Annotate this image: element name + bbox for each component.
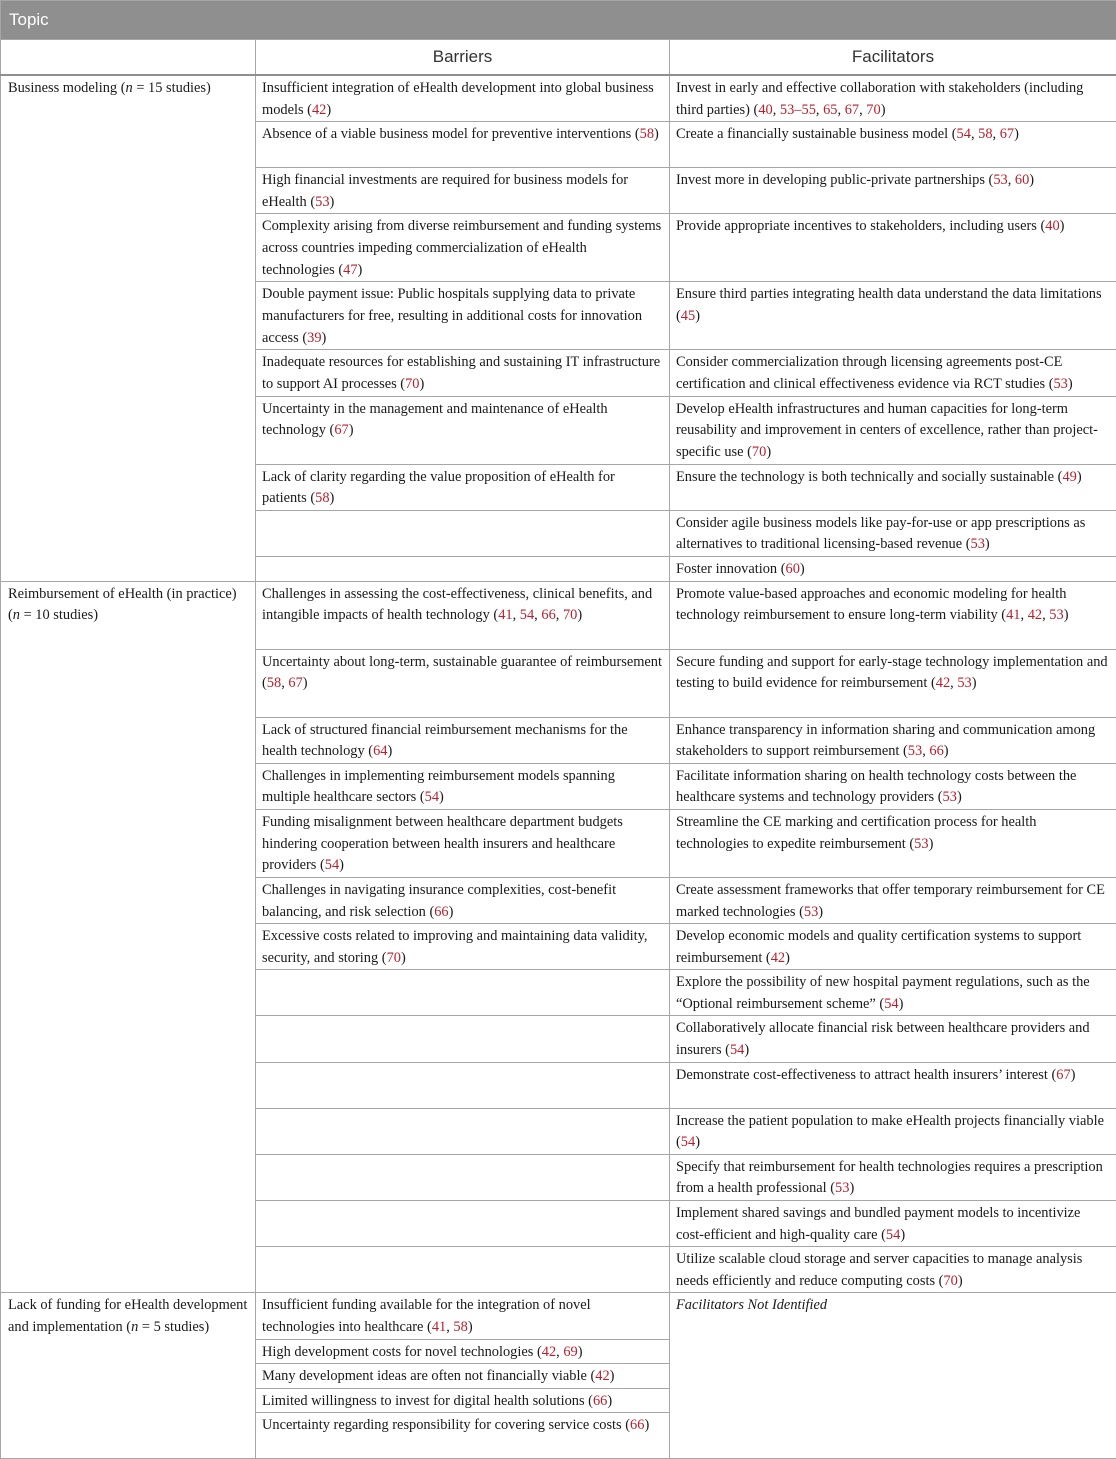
text-segment: Develop economic models and quality certification systems to support reimbursement ( bbox=[676, 928, 1082, 966]
text-segment: ) bbox=[984, 536, 990, 553]
citation-ref: 53 bbox=[1053, 375, 1068, 392]
citation-ref: 53 bbox=[914, 835, 929, 852]
barrier-cell bbox=[256, 1247, 670, 1293]
citation-ref: 67 bbox=[1056, 1066, 1071, 1083]
text-segment: ) bbox=[1070, 1066, 1076, 1083]
text-segment: Absence of a viable business model for preventive interventions ( bbox=[262, 126, 640, 143]
barrier-cell bbox=[256, 581, 670, 649]
text-segment: ) bbox=[766, 443, 772, 460]
facilitator-cell bbox=[670, 75, 1116, 122]
barrier-cell bbox=[256, 1016, 670, 1062]
text-segment: , bbox=[815, 101, 824, 118]
text-segment: ) bbox=[400, 949, 406, 966]
facilitator-cell bbox=[670, 924, 1116, 970]
barrier-cell bbox=[256, 717, 670, 763]
citation-ref: 64 bbox=[373, 743, 388, 760]
facilitator-cell bbox=[670, 877, 1116, 923]
text-segment: , bbox=[922, 743, 930, 760]
text-segment: ) bbox=[419, 375, 425, 392]
facilitator-cell bbox=[670, 809, 1116, 877]
citation-ref: 70 bbox=[405, 375, 420, 392]
text-segment: ) bbox=[329, 193, 335, 210]
facilitator-cell bbox=[670, 282, 1116, 350]
barrier-cell bbox=[256, 1154, 670, 1200]
barrier-cell bbox=[256, 464, 670, 510]
citation-ref: 54 bbox=[956, 126, 971, 143]
text-segment: , bbox=[970, 126, 979, 143]
text-segment: ) bbox=[348, 422, 354, 439]
facilitator-cell: Facilitators Not Identified bbox=[670, 1293, 1116, 1459]
italic-n: n bbox=[125, 80, 133, 96]
text-segment: Provide appropriate incentives to stakeholders, including users ( bbox=[676, 218, 1046, 235]
table-row bbox=[1, 75, 1116, 122]
citation-ref: 53 bbox=[835, 1180, 850, 1197]
table-body bbox=[1, 75, 1116, 1459]
citation-ref: 53 bbox=[993, 172, 1008, 189]
barrier-cell bbox=[256, 1062, 670, 1108]
text-segment: ) bbox=[387, 743, 393, 760]
text-segment: , bbox=[555, 607, 563, 624]
barrier-cell bbox=[256, 970, 670, 1016]
text-segment: Lack of clarity regarding the value proposition of eHealth for patients ( bbox=[262, 468, 615, 507]
table-row bbox=[1, 1293, 1116, 1339]
text-segment: Implement shared savings and bundled payment models to incentivize cost-efficient and high-quality care ( bbox=[676, 1205, 1081, 1243]
citation-ref: 60 bbox=[785, 560, 800, 577]
citation-ref: 66 bbox=[592, 1392, 608, 1409]
text-segment: ) bbox=[928, 835, 934, 852]
text-segment: , bbox=[281, 675, 289, 692]
citation-ref: 70 bbox=[866, 101, 881, 118]
citation-ref: 58 bbox=[315, 490, 330, 507]
text-segment: Uncertainty regarding responsibility for covering service costs ( bbox=[262, 1417, 631, 1434]
barrier-cell bbox=[256, 282, 670, 350]
text-segment: ) bbox=[695, 307, 700, 324]
citation-ref: 70 bbox=[943, 1272, 958, 1289]
citation-ref: 66 bbox=[630, 1417, 645, 1434]
text-segment: ) bbox=[799, 560, 805, 577]
text-segment: ) bbox=[467, 1319, 473, 1335]
citation-ref: 47 bbox=[343, 261, 358, 278]
facilitator-cell bbox=[670, 970, 1116, 1016]
citation-ref: 70 bbox=[751, 443, 767, 460]
text-segment: Reimbursement of eHealth (in practice) ( bbox=[8, 585, 237, 624]
facilitator-cell bbox=[670, 1201, 1116, 1247]
text-segment: Specify that reimbursement for health technologies requires a prescription from a health professional ( bbox=[676, 1158, 1103, 1197]
text-segment: Foster innovation ( bbox=[676, 560, 786, 577]
barriers-column-header: Barriers bbox=[256, 40, 670, 76]
text-segment: ) bbox=[1029, 172, 1035, 189]
facilitator-cell bbox=[670, 1154, 1116, 1200]
text-segment: ) bbox=[1063, 607, 1069, 624]
citation-ref: 42 bbox=[311, 101, 327, 118]
text-segment: ) bbox=[321, 329, 327, 346]
citation-ref: 53–55 bbox=[779, 101, 816, 118]
text-segment: High development costs for novel technologies ( bbox=[262, 1343, 542, 1360]
citation-ref: 54 bbox=[519, 607, 535, 624]
citation-ref: 53 bbox=[803, 903, 819, 920]
barrier-cell bbox=[256, 75, 670, 122]
citation-ref: 65 bbox=[823, 101, 838, 118]
text-segment: , bbox=[1042, 607, 1050, 624]
facilitator-cell bbox=[670, 510, 1116, 556]
text-segment: ) bbox=[439, 789, 444, 806]
barrier-cell bbox=[256, 1201, 670, 1247]
barrier-cell bbox=[256, 214, 670, 282]
text-segment: ) bbox=[448, 903, 454, 920]
citation-ref: 53 bbox=[1049, 607, 1064, 624]
text-segment: Lack of funding for eHealth development and implementation ( bbox=[8, 1297, 248, 1335]
text-segment: ) bbox=[971, 675, 977, 692]
citation-ref: 67 bbox=[334, 422, 349, 439]
facilitator-cell bbox=[670, 717, 1116, 763]
citation-ref: 58 bbox=[639, 126, 655, 143]
facilitator-cell bbox=[670, 649, 1116, 717]
facilitator-cell bbox=[670, 1247, 1116, 1293]
text-segment: Challenges in navigating insurance complexities, cost-benefit balancing, and risk selection ( bbox=[262, 881, 617, 920]
text-segment: High financial investments are required for business models for eHealth ( bbox=[262, 172, 629, 210]
barrier-cell bbox=[256, 649, 670, 717]
barrier-cell bbox=[256, 396, 670, 464]
text-segment: , bbox=[1007, 172, 1015, 189]
citation-ref: 41 bbox=[498, 607, 513, 624]
text-segment: ) bbox=[577, 607, 583, 624]
barrier-cell bbox=[256, 1413, 670, 1459]
barrier-cell bbox=[256, 168, 670, 214]
text-segment: ) bbox=[880, 101, 886, 118]
text-segment: Streamline the CE marking and certification process for health technologies to expedite reimbursement ( bbox=[676, 813, 1037, 852]
citation-ref: 42 bbox=[1027, 607, 1043, 624]
text-segment: Collaboratively allocate financial risk between healthcare providers and insurers ( bbox=[676, 1020, 1090, 1059]
text-segment: , bbox=[556, 1343, 564, 1360]
citation-ref: 70 bbox=[386, 949, 401, 966]
text-segment: Excessive costs related to improving and maintaining data validity, security, and storing ( bbox=[262, 928, 648, 966]
text-segment: ) bbox=[943, 743, 949, 760]
citation-ref: 70 bbox=[562, 607, 578, 624]
text-segment: , bbox=[950, 675, 958, 692]
citation-ref: 41 bbox=[1006, 607, 1021, 624]
text-segment: Invest in early and effective collaboration with stakeholders (including third parties) ( bbox=[676, 80, 1084, 118]
facilitator-cell bbox=[670, 1016, 1116, 1062]
text-segment: Explore the possibility of new hospital payment regulations, such as the “Optional reimbursement scheme” ( bbox=[676, 974, 1090, 1012]
citation-ref: 53 bbox=[957, 675, 972, 692]
facilitator-cell bbox=[670, 122, 1116, 168]
citation-ref: 53 bbox=[942, 789, 957, 806]
column-header-row bbox=[1, 40, 1116, 76]
text-segment: ) bbox=[898, 995, 904, 1012]
text-segment: Demonstrate cost-effectiveness to attract health insurers’ interest ( bbox=[676, 1066, 1057, 1083]
citation-ref: 67 bbox=[999, 126, 1015, 143]
citation-ref: 53 bbox=[315, 193, 330, 210]
text-segment: Enhance transparency in information sharing and communication among stakeholders to support reimbursement ( bbox=[676, 721, 1096, 760]
text-segment: ) bbox=[818, 903, 824, 920]
text-segment: ) bbox=[1014, 126, 1019, 143]
citation-ref: 60 bbox=[1014, 172, 1030, 189]
text-segment: Invest more in developing public-private partnerships ( bbox=[676, 172, 994, 189]
text-segment: ) bbox=[744, 1042, 750, 1059]
topic-column-header: Topic bbox=[1, 1, 1116, 40]
text-segment: ) bbox=[1067, 375, 1073, 392]
text-segment: ) bbox=[577, 1343, 583, 1360]
text-segment: = 10 studies) bbox=[20, 607, 99, 624]
citation-ref: 66 bbox=[541, 607, 556, 624]
citation-ref: 40 bbox=[1045, 218, 1060, 235]
text-segment: ) bbox=[329, 490, 335, 507]
citation-ref: 69 bbox=[563, 1343, 578, 1360]
text-segment: Ensure third parties integrating health data understand the data limitations ( bbox=[676, 286, 1102, 324]
citation-ref: 54 bbox=[729, 1042, 745, 1059]
text-segment: Create assessment frameworks that offer temporary reimbursement for CE marked technologies ( bbox=[676, 881, 1105, 920]
barrier-cell bbox=[256, 924, 670, 970]
text-segment: , bbox=[837, 101, 845, 118]
italic-n: n bbox=[131, 1319, 139, 1335]
topic-cell bbox=[1, 581, 256, 1293]
barrier-cell bbox=[256, 809, 670, 877]
text-segment: Uncertainty in the management and maintenance of eHealth technology ( bbox=[262, 400, 608, 439]
text-segment: , bbox=[992, 126, 1000, 143]
text-segment: Lack of structured financial reimbursement mechanisms for the health technology ( bbox=[262, 721, 628, 760]
text-segment: , bbox=[859, 101, 867, 118]
text-segment: ) bbox=[956, 789, 962, 806]
barrier-cell bbox=[256, 556, 670, 581]
facilitators-column-header: Facilitators bbox=[670, 40, 1116, 76]
citation-ref: 49 bbox=[1062, 468, 1077, 485]
text-segment: ) bbox=[1059, 218, 1065, 235]
text-segment: Utilize scalable cloud storage and server capacities to manage analysis needs efficiently and reduce computing costs ( bbox=[676, 1251, 1083, 1289]
barrier-cell bbox=[256, 510, 670, 556]
citation-ref: 58 bbox=[978, 126, 993, 143]
text-segment: ) bbox=[609, 1368, 615, 1385]
barrier-cell bbox=[256, 1364, 670, 1389]
citation-ref: 67 bbox=[288, 675, 303, 692]
facilitator-cell bbox=[670, 556, 1116, 581]
barrier-cell bbox=[256, 1388, 670, 1413]
text-segment: Double payment issue: Public hospitals supplying data to private manufacturers for free, resulting in additional costs for innovation access ( bbox=[262, 286, 643, 346]
barrier-cell bbox=[256, 350, 670, 396]
text-segment: ) bbox=[654, 126, 659, 143]
citation-ref: 54 bbox=[424, 789, 440, 806]
citation-ref: 66 bbox=[929, 743, 944, 760]
text-segment: Consider agile business models like pay-for-use or app prescriptions as alternatives to traditional licensing-based revenue ( bbox=[676, 514, 1086, 553]
text-segment: ) bbox=[1076, 468, 1082, 485]
text-segment: Insufficient integration of eHealth development into global business models ( bbox=[262, 80, 654, 118]
text-segment: , bbox=[534, 607, 542, 624]
text-segment: Uncertainty about long-term, sustainable guarantee of reimbursement ( bbox=[262, 653, 663, 692]
table-row bbox=[1, 581, 1116, 649]
text-segment: ) bbox=[607, 1392, 613, 1409]
barrier-cell bbox=[256, 763, 670, 809]
citation-ref: 42 bbox=[935, 675, 951, 692]
citation-ref: 53 bbox=[907, 743, 923, 760]
citation-ref: 54 bbox=[885, 1226, 901, 1243]
facilitator-cell bbox=[670, 168, 1116, 214]
text-segment: ) bbox=[785, 949, 790, 966]
text-segment: ) bbox=[339, 857, 344, 874]
citation-ref: 53 bbox=[970, 536, 985, 553]
citation-ref: 40 bbox=[758, 101, 773, 118]
text-segment: Funding misalignment between healthcare department budgets hindering cooperation between health insurers and healthcare providers ( bbox=[262, 813, 623, 874]
italic-n: n bbox=[12, 607, 20, 624]
citation-ref: 54 bbox=[324, 857, 340, 874]
text-segment: Secure funding and support for early-stage technology implementation and testing to build evidence for reimbursement ( bbox=[676, 653, 1108, 692]
text-segment: Facilitate information sharing on health technology costs between the healthcare systems and technology providers ( bbox=[676, 767, 1077, 806]
facilitator-cell bbox=[670, 1062, 1116, 1108]
text-segment: Limited willingness to invest for digital health solutions ( bbox=[262, 1392, 593, 1409]
citation-ref: 45 bbox=[680, 307, 696, 324]
citation-ref: 54 bbox=[680, 1134, 696, 1151]
facilitator-cell bbox=[670, 1108, 1116, 1154]
citation-ref: 42 bbox=[541, 1343, 557, 1360]
citation-ref: 41 bbox=[431, 1319, 447, 1335]
citation-ref: 58 bbox=[266, 675, 282, 692]
topic-cell bbox=[1, 75, 256, 581]
text-segment: ) bbox=[326, 101, 332, 118]
facilitator-cell bbox=[670, 581, 1116, 649]
topic-header-row bbox=[1, 1, 1116, 40]
citation-ref: 39 bbox=[307, 329, 322, 346]
text-segment: Create a financially sustainable business model ( bbox=[676, 126, 957, 143]
text-segment: Develop eHealth infrastructures and human capacities for long-term reusability and improvement in centers of excellence, rather than project-specific use ( bbox=[676, 400, 1098, 460]
text-segment: ) bbox=[695, 1134, 700, 1151]
citation-ref: 42 bbox=[770, 949, 786, 966]
facilitator-cell bbox=[670, 464, 1116, 510]
text-segment: = 5 studies) bbox=[138, 1319, 210, 1335]
text-segment: Business modeling ( bbox=[8, 80, 126, 96]
text-segment: , bbox=[772, 101, 780, 118]
barrier-cell bbox=[256, 122, 670, 168]
text-segment: Ensure the technology is both technically and socially sustainable ( bbox=[676, 468, 1063, 485]
text-segment: Complexity arising from diverse reimbursement and funding systems across countries impeding commercialization of eHealth technologies ( bbox=[262, 218, 662, 278]
text-segment: Many development ideas are often not financially viable ( bbox=[262, 1368, 596, 1385]
text-segment: Consider commercialization through licensing agreements post-CE certification and clinical effectiveness evidence via RCT studies ( bbox=[676, 354, 1063, 392]
text-segment: ) bbox=[849, 1180, 855, 1197]
text-segment: = 15 studies) bbox=[132, 80, 211, 96]
facilitator-cell bbox=[670, 214, 1116, 282]
citation-ref: 67 bbox=[844, 101, 860, 118]
text-segment: ) bbox=[957, 1272, 963, 1289]
text-segment: Inadequate resources for establishing and sustaining IT infrastructure to support AI processes ( bbox=[262, 354, 661, 392]
text-segment: , bbox=[446, 1319, 454, 1335]
text-segment: ) bbox=[644, 1417, 650, 1434]
text-segment: Increase the patient population to make eHealth projects financially viable ( bbox=[676, 1112, 1104, 1151]
text-segment: Promote value-based approaches and economic modeling for health technology reimbursement to ensure long-term viability ( bbox=[676, 585, 1067, 624]
citation-ref: 54 bbox=[884, 995, 899, 1012]
barrier-cell bbox=[256, 1108, 670, 1154]
empty-header-cell bbox=[1, 40, 256, 76]
text-segment: ) bbox=[357, 261, 363, 278]
citation-ref: 66 bbox=[434, 903, 449, 920]
text-segment: , bbox=[512, 607, 520, 624]
barrier-cell bbox=[256, 1293, 670, 1339]
barrier-cell bbox=[256, 1339, 670, 1364]
citation-ref: 42 bbox=[595, 1368, 610, 1385]
facilitator-cell bbox=[670, 396, 1116, 464]
text-segment: Insufficient funding available for the integration of novel technologies into healthcare ( bbox=[262, 1297, 591, 1335]
text-segment: , bbox=[1020, 607, 1028, 624]
text-segment: Challenges in assessing the cost-effectiveness, clinical benefits, and intangible impacts of health technology ( bbox=[262, 585, 653, 624]
text-segment: ) bbox=[302, 675, 308, 692]
text-segment: Challenges in implementing reimbursement models spanning multiple healthcare sectors ( bbox=[262, 767, 615, 806]
topic-cell bbox=[1, 1293, 256, 1459]
facilitator-cell bbox=[670, 763, 1116, 809]
text-segment: ) bbox=[900, 1226, 906, 1243]
barrier-cell bbox=[256, 877, 670, 923]
citation-ref: 58 bbox=[453, 1319, 468, 1335]
facilitator-cell bbox=[670, 350, 1116, 396]
